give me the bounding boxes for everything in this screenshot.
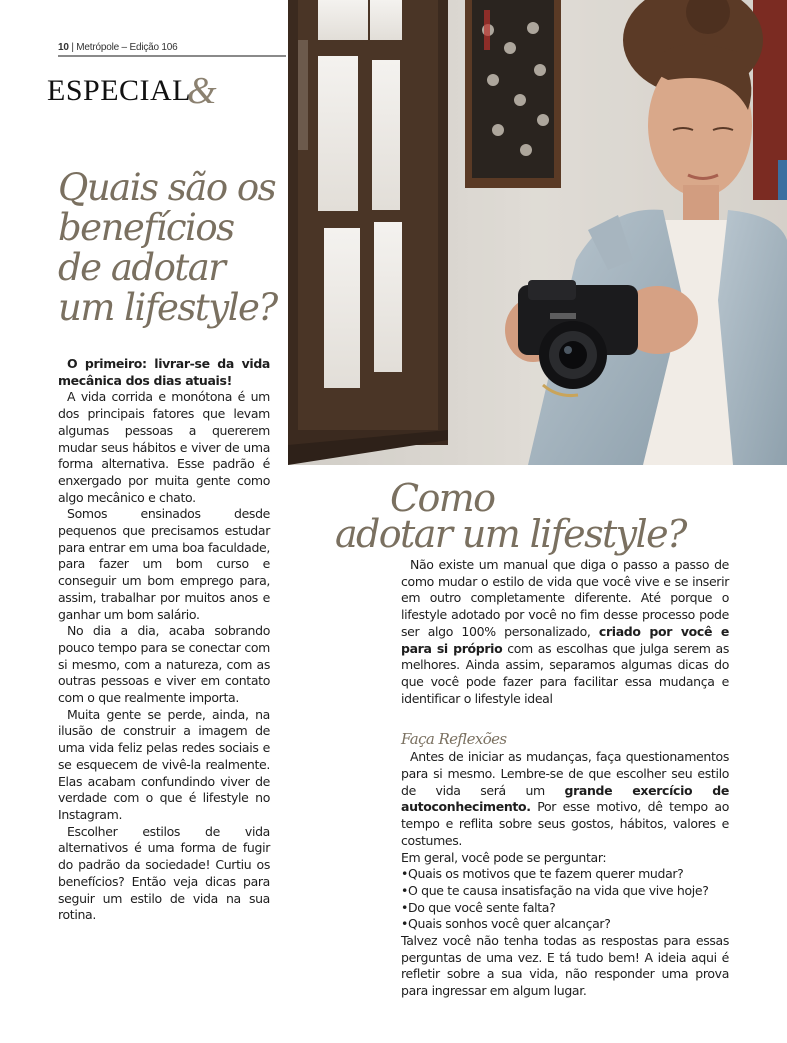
- lead-paragraph: O primeiro: livrar-se da vida mecânica dos dias atuais!: [58, 356, 270, 388]
- page-header: 10 | Metrópole – Edição 106: [58, 42, 178, 53]
- intro-bold: criado por você e para si próprio: [401, 623, 729, 656]
- body-paragraph: Somos ensinados desde pequenos que precisamos estudar para entrar em uma boa faculdade, para fazer um bom curso e conseguir um bom emprego para, assim, trabalhar por muitos anos e ganhar um bom salário.: [58, 506, 270, 622]
- intro-text-end: com as escolhas que julga serem as melhores. Ainda assim, separamos algumas dicas do que você pode fazer para facilitar essa mudança e identificar o lifestyle ideal: [401, 640, 729, 706]
- headline-benefits: Quais são os benefícios de adotar um lifestyle?: [58, 166, 277, 329]
- section-label: ESPECIAL: [47, 74, 192, 107]
- list-item: • Quais sonhos você quer alcançar?: [401, 916, 729, 933]
- question-list: [401, 866, 729, 933]
- right-column: [401, 557, 729, 1000]
- publication-label: Metrópole – Edição 106: [76, 42, 178, 53]
- list-item: • Do que você sente falta?: [401, 900, 729, 917]
- body-paragraph: A vida corrida e monótona é um dos principais fatores que levam algumas pessoas a quererem mudar seus hábitos e viver de uma forma alternativa. Esse padrão é enxergado por muita gente como algo mecânico e chato.: [58, 389, 270, 505]
- page-number: 10: [58, 42, 69, 53]
- intro-paragraph: [401, 557, 729, 707]
- intro-text: Não existe um manual que diga o passo a passo de como mudar o estilo de vida que você vive e se inserir em outro completamente diferente. Até porque o lifestyle adotado por você no fim desse processo pode ser algo 100% personalizado,: [401, 557, 729, 639]
- header-rule: [58, 55, 286, 57]
- reflection-text-end: Por esse motivo, dê tempo ao tempo e reflita sobre seus gostos, hábitos, valores e costumes.: [401, 799, 729, 848]
- section-ampersand: &: [187, 70, 218, 112]
- photo-woman-with-camera: [288, 0, 787, 465]
- list-item: • O que te causa insatisfação na vida que vive hoje?: [401, 883, 729, 900]
- reflection-text: Antes de iniciar as mudanças, faça questionamentos para si mesmo. Lembre-se de que escolher seu estilo de vida será um: [401, 749, 729, 798]
- headline-how-to: [335, 476, 755, 556]
- body-paragraph: Escolher estilos de vida alternativos é uma forma de fugir do padrão da sociedade! Curtiu os benefícios? Então veja dicas para seguir um estilo de vida na sua rotina.: [58, 823, 270, 923]
- body-paragraph: No dia a dia, acaba sobrando pouco tempo para se conectar com si mesmo, com a natureza, com as outras pessoas e viver em contato com o que realmente importa.: [58, 623, 270, 706]
- headline-how-to-line1: Como: [390, 476, 495, 520]
- section-title: [47, 66, 221, 112]
- body-paragraph: Muita gente se perde, ainda, na ilusão de construir a imagem de uma vida feliz pelas redes sociais e se esquecem de vivê-la realmente. Elas acabam confundindo viver de verdade com o que é lifestyle no Instagram.: [58, 706, 270, 822]
- list-item: • Quais os motivos que te fazem querer mudar?: [401, 866, 729, 883]
- questions-intro: Em geral, você pode se perguntar:: [401, 849, 607, 865]
- reflection-bold: grande exercício de autoconhecimento.: [401, 782, 729, 815]
- closing-paragraph: Talvez você não tenha todas as respostas para essas perguntas de uma vez. E tá tudo bem! A ideia aqui é refletir sobre a sua vida, não responder uma prova para ingressar em algum lugar.: [401, 933, 729, 999]
- left-column: [58, 356, 270, 924]
- reflection-paragraph: [401, 749, 729, 849]
- subheading-reflections: Faça Reflexões: [401, 730, 507, 749]
- headline-how-to-line2: adotar um lifestyle?: [335, 512, 686, 556]
